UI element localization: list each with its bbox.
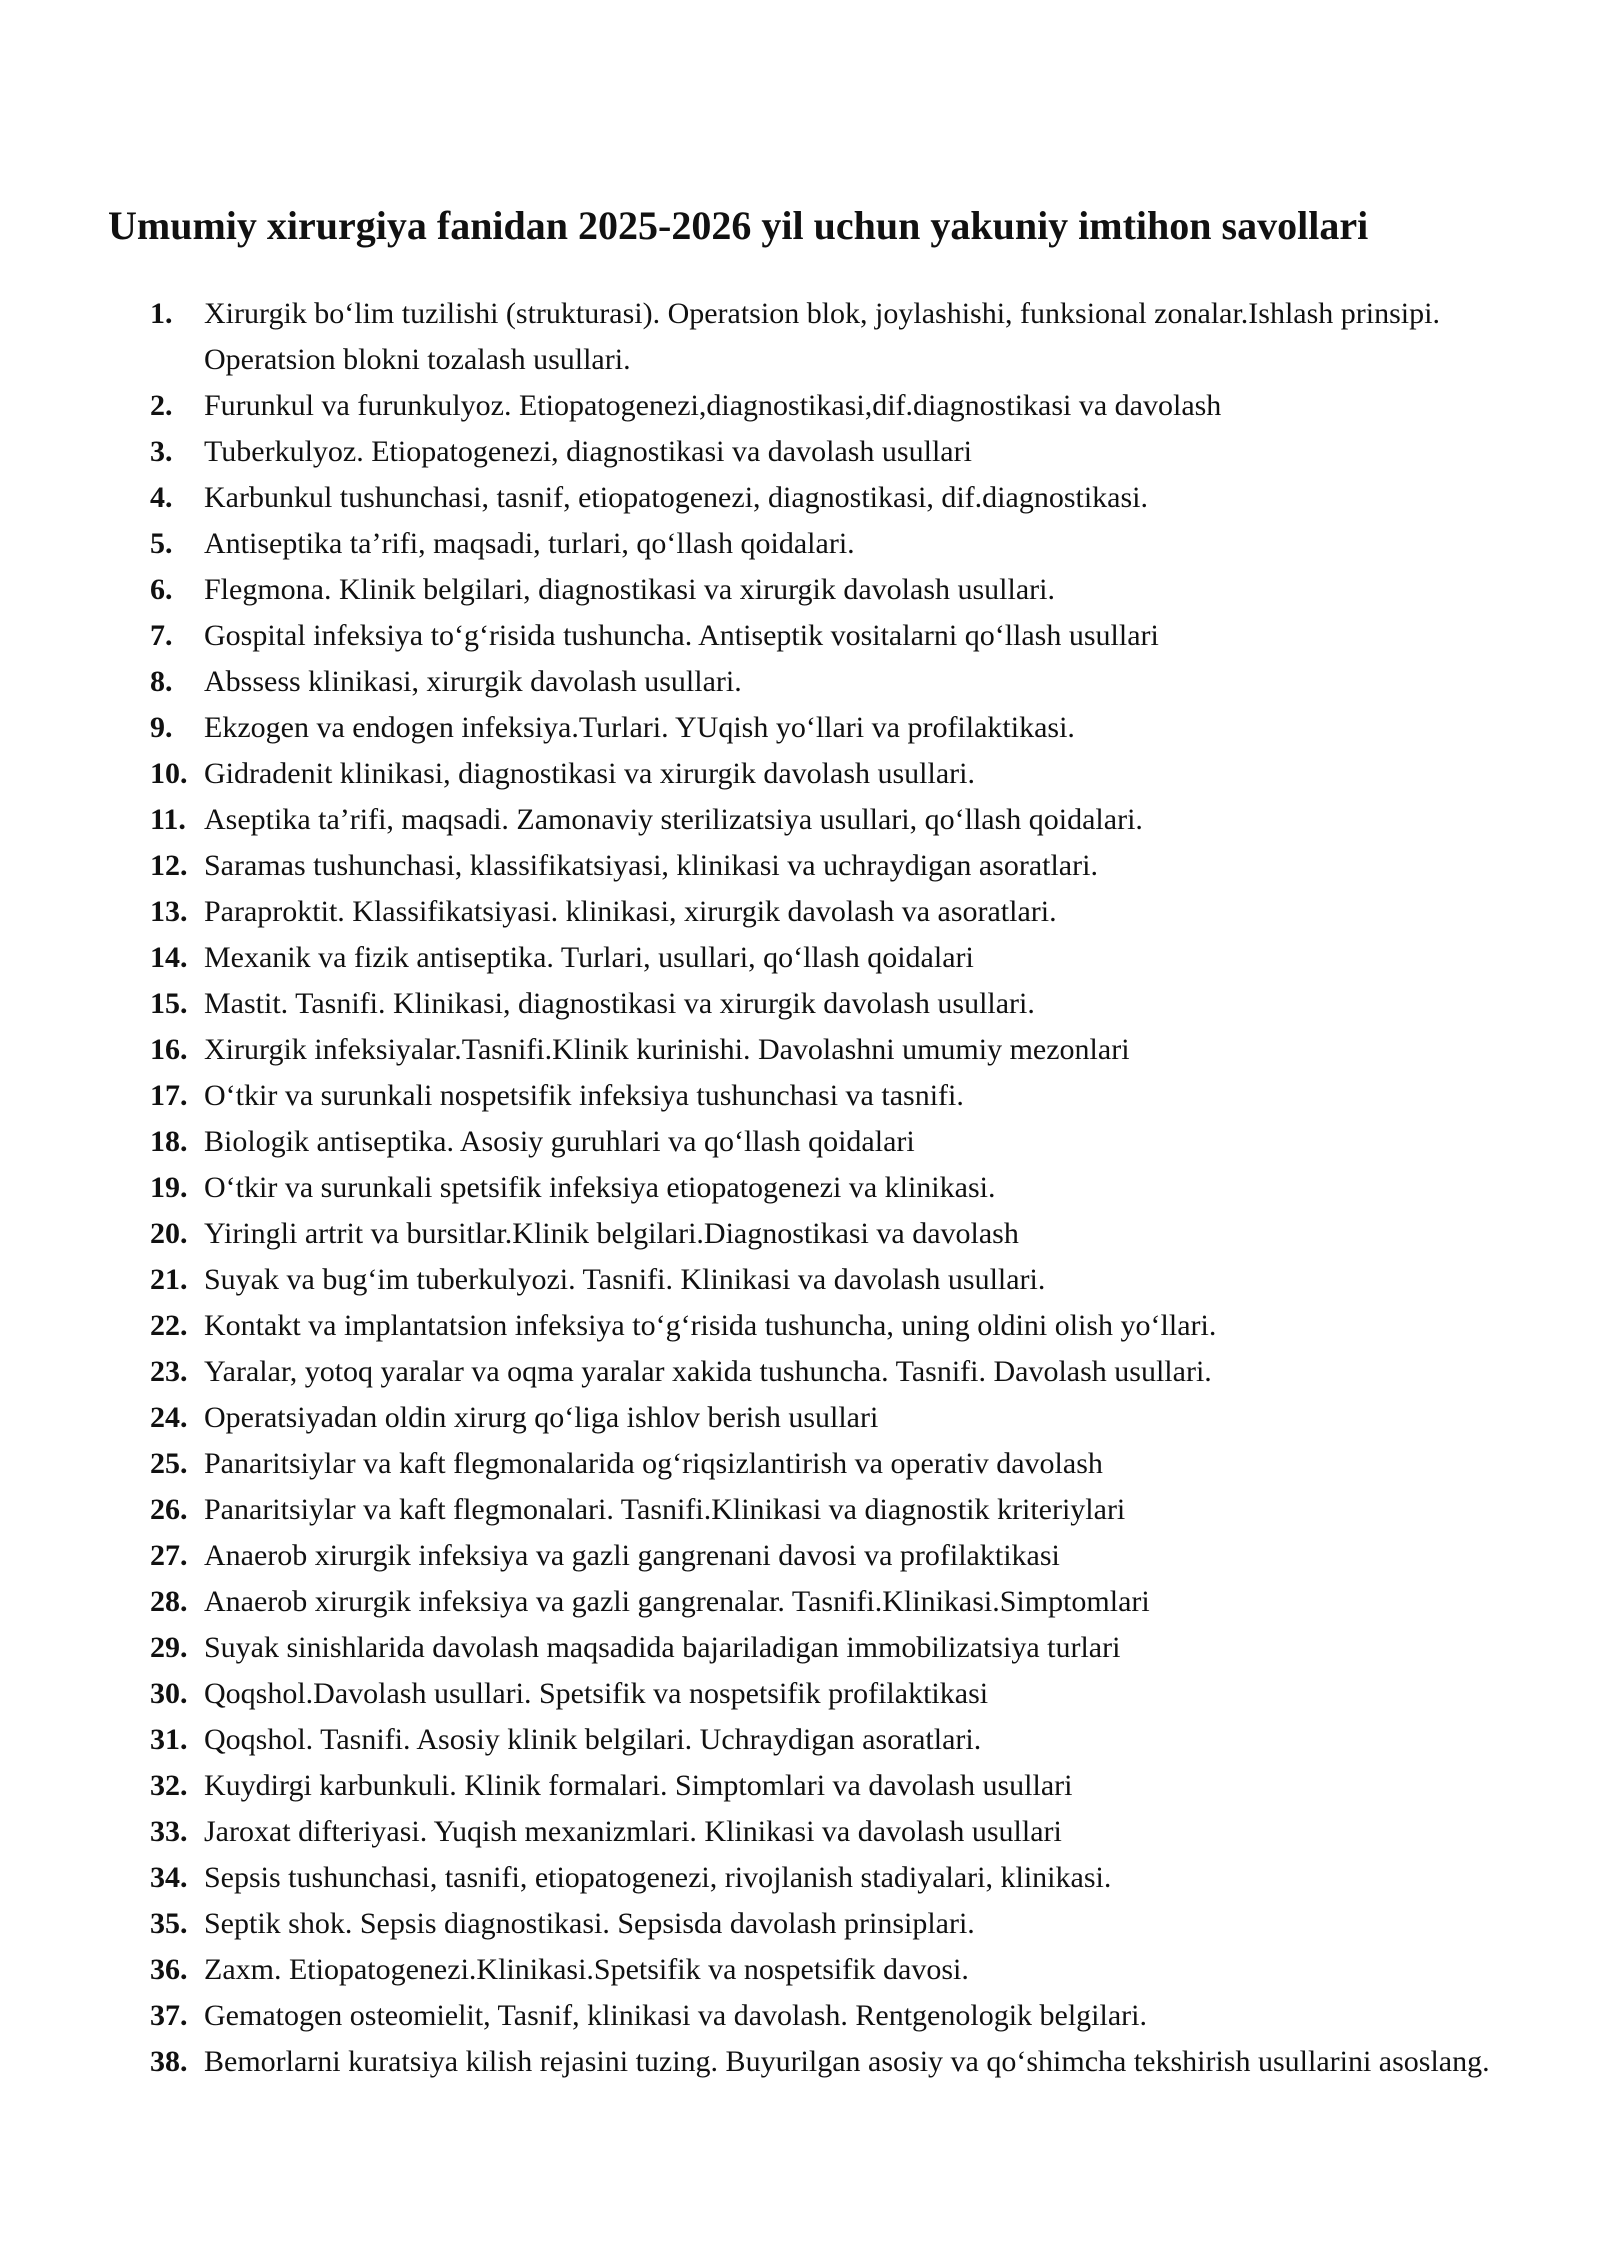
question-text: Xirurgik bo‘lim tuzilishi (strukturasi). Operatsion blok, joylashishi, funksional zonalar.Ishlash prinsipi. Operatsion blokni tozalash usullari. — [204, 297, 1440, 376]
question-text: Mastit. Tasnifi. Klinikasi, diagnostikasi va xirurgik davolash usullari. — [204, 987, 1035, 1020]
question-text: Yaralar, yotoq yaralar va oqma yaralar xakida tushuncha. Tasnifi. Davolash usullari. — [204, 1355, 1212, 1388]
question-number: 8. — [150, 665, 173, 698]
question-item — [150, 1211, 1510, 1257]
question-item — [150, 1487, 1510, 1533]
question-item — [150, 1441, 1510, 1487]
question-number: 22. — [150, 1309, 188, 1342]
question-text: Zaxm. Etiopatogenezi.Klinikasi.Spetsifik va nospetsifik davosi. — [204, 1953, 969, 1986]
question-text: Antiseptika ta’rifi, maqsadi, turlari, qo‘llash qoidalari. — [204, 527, 855, 560]
question-item — [150, 1763, 1510, 1809]
question-item — [150, 475, 1510, 521]
question-number: 21. — [150, 1263, 188, 1296]
question-item — [150, 1855, 1510, 1901]
question-item — [150, 521, 1510, 567]
question-number: 17. — [150, 1079, 188, 1112]
question-item — [150, 1027, 1510, 1073]
question-number: 11. — [150, 803, 186, 836]
question-item — [150, 383, 1510, 429]
question-item — [150, 2034, 1510, 2090]
question-number: 19. — [150, 1171, 188, 1204]
question-item — [150, 705, 1510, 751]
question-item — [150, 429, 1510, 475]
question-item — [150, 613, 1510, 659]
question-text: Saramas tushunchasi, klassifikatsiyasi, klinikasi va uchraydigan asoratlari. — [204, 849, 1098, 882]
question-item — [150, 1395, 1510, 1441]
question-text: Septik shok. Sepsis diagnostikasi. Sepsisda davolash prinsiplari. — [204, 1907, 975, 1940]
question-number: 13. — [150, 895, 188, 928]
question-number: 26. — [150, 1493, 188, 1526]
question-item — [150, 1579, 1510, 1625]
question-number: 29. — [150, 1631, 188, 1664]
question-item — [150, 1533, 1510, 1579]
page-title: Umumiy xirurgiya fanidan 2025-2026 yil uchun yakuniy imtihon savollari — [108, 203, 1369, 248]
question-text: Karbunkul tushunchasi, tasnif, etiopatogenezi, diagnostikasi, dif.diagnostikasi. — [204, 481, 1148, 514]
question-text: O‘tkir va surunkali nospetsifik infeksiya tushunchasi va tasnifi. — [204, 1079, 964, 1112]
question-text: Anaerob xirurgik infeksiya va gazli gangrenani davosi va profilaktikasi — [204, 1539, 1060, 1572]
question-text: Anaerob xirurgik infeksiya va gazli gangrenalar. Tasnifi.Klinikasi.Simptomlari — [204, 1585, 1150, 1618]
question-list — [150, 291, 1510, 2090]
question-text: Suyak va bug‘im tuberkulyozi. Tasnifi. Klinikasi va davolash usullari. — [204, 1263, 1046, 1296]
question-item — [150, 1901, 1510, 1947]
question-number: 25. — [150, 1447, 188, 1480]
question-text: Kuydirgi karbunkuli. Klinik formalari. Simptomlari va davolash usullari — [204, 1769, 1073, 1802]
question-item — [150, 1073, 1510, 1119]
question-text: Biologik antiseptika. Asosiy guruhlari va qo‘llash qoidalari — [204, 1125, 915, 1158]
question-number: 34. — [150, 1861, 188, 1894]
question-text: Tuberkulyoz. Etiopatogenezi, diagnostikasi va davolash usullari — [204, 435, 972, 468]
question-item — [150, 1671, 1510, 1717]
question-text: Gidradenit klinikasi, diagnostikasi va xirurgik davolash usullari. — [204, 757, 975, 790]
question-text: O‘tkir va surunkali spetsifik infeksiya etiopatogenezi va klinikasi. — [204, 1171, 996, 1204]
question-item — [150, 797, 1510, 843]
question-text: Gematogen osteomielit, Tasnif, klinikasi va davolash. Rentgenologik belgilari. — [204, 1999, 1147, 2032]
question-item — [150, 1349, 1510, 1395]
question-number: 4. — [150, 481, 173, 514]
question-text: Xirurgik infeksiyalar.Tasnifi.Klinik kurinishi. Davolashni umumiy mezonlari — [204, 1033, 1130, 1066]
question-item — [150, 567, 1510, 613]
question-number: 1. — [150, 297, 173, 330]
question-number: 15. — [150, 987, 188, 1020]
question-number: 5. — [150, 527, 173, 560]
question-number: 33. — [150, 1815, 188, 1848]
question-item — [150, 659, 1510, 705]
question-text: Paraproktit. Klassifikatsiyasi. klinikasi, xirurgik davolash va asoratlari. — [204, 895, 1057, 928]
question-text: Furunkul va furunkulyoz. Etiopatogenezi,diagnostikasi,dif.diagnostikasi va davolash — [204, 389, 1222, 422]
question-number: 30. — [150, 1677, 188, 1710]
question-item — [150, 981, 1510, 1027]
question-number: 20. — [150, 1217, 188, 1250]
question-number: 23. — [150, 1355, 188, 1388]
question-number: 18. — [150, 1125, 188, 1158]
question-text: Operatsiyadan oldin xirurg qo‘liga ishlov berish usullari — [204, 1401, 879, 1434]
question-number: 9. — [150, 711, 173, 744]
question-text: Ekzogen va endogen infeksiya.Turlari. YUqish yo‘llari va profilaktikasi. — [204, 711, 1075, 744]
question-item — [150, 291, 1510, 383]
question-number: 37. — [150, 1999, 188, 2032]
question-item — [150, 1993, 1510, 2039]
question-number: 2. — [150, 389, 173, 422]
question-number: 14. — [150, 941, 188, 974]
question-number: 7. — [150, 619, 173, 652]
question-number: 24. — [150, 1401, 188, 1434]
question-number: 16. — [150, 1033, 188, 1066]
question-item — [150, 1625, 1510, 1671]
question-number: 32. — [150, 1769, 188, 1802]
question-text: Suyak sinishlarida davolash maqsadida bajariladigan immobilizatsiya turlari — [204, 1631, 1121, 1664]
question-number: 31. — [150, 1723, 188, 1756]
question-text: Jaroxat difteriyasi. Yuqish mexanizmlari. Klinikasi va davolash usullari — [204, 1815, 1062, 1848]
question-item — [150, 1119, 1510, 1165]
question-item — [150, 1809, 1510, 1855]
question-item — [150, 935, 1510, 981]
question-item — [150, 1303, 1510, 1349]
question-text: Panaritsiylar va kaft flegmonalari. Tasnifi.Klinikasi va diagnostik kriteriylari — [204, 1493, 1126, 1526]
question-number: 12. — [150, 849, 188, 882]
question-text: Qoqshol. Tasnifi. Asosiy klinik belgilari. Uchraydigan asoratlari. — [204, 1723, 982, 1756]
question-number: 27. — [150, 1539, 188, 1572]
question-text: Panaritsiylar va kaft flegmonalarida og‘riqsizlantirish va operativ davolash — [204, 1447, 1103, 1480]
question-text: Mexanik va fizik antiseptika. Turlari, usullari, qo‘llash qoidalari — [204, 941, 974, 974]
question-text: Qoqshol.Davolash usullari. Spetsifik va nospetsifik profilaktikasi — [204, 1677, 989, 1710]
question-number: 10. — [150, 757, 188, 790]
question-item — [150, 1257, 1510, 1303]
question-number: 38. — [150, 2045, 188, 2078]
question-text: Abssess klinikasi, xirurgik davolash usullari. — [204, 665, 742, 698]
question-text: Kontakt va implantatsion infeksiya to‘g‘risida tushuncha, uning oldini olish yo‘llari. — [204, 1309, 1217, 1342]
question-text: Sepsis tushunchasi, tasnifi, etiopatogenezi, rivojlanish stadiyalari, klinikasi. — [204, 1861, 1112, 1894]
question-number: 35. — [150, 1907, 188, 1940]
question-number: 36. — [150, 1953, 188, 1986]
question-number: 6. — [150, 573, 173, 606]
question-text: Yiringli artrit va bursitlar.Klinik belgilari.Diagnostikasi va davolash — [204, 1217, 1019, 1250]
question-item — [150, 1717, 1510, 1763]
question-text: Bemorlarni kuratsiya kilish rejasini tuzing. Buyurilgan asosiy va qo‘shimcha tekshirish usullarini asoslang. — [204, 2045, 1490, 2078]
question-number: 3. — [150, 435, 173, 468]
question-item — [150, 751, 1510, 797]
question-text: Flegmona. Klinik belgilari, diagnostikasi va xirurgik davolash usullari. — [204, 573, 1055, 606]
question-text: Gospital infeksiya to‘g‘risida tushuncha. Antiseptik vositalarni qo‘llash usullari — [204, 619, 1159, 652]
question-item — [150, 1165, 1510, 1211]
question-item — [150, 843, 1510, 889]
question-number: 28. — [150, 1585, 188, 1618]
question-item — [150, 889, 1510, 935]
question-item — [150, 1947, 1510, 1993]
question-text: Aseptika ta’rifi, maqsadi. Zamonaviy sterilizatsiya usullari, qo‘llash qoidalari. — [204, 803, 1143, 836]
